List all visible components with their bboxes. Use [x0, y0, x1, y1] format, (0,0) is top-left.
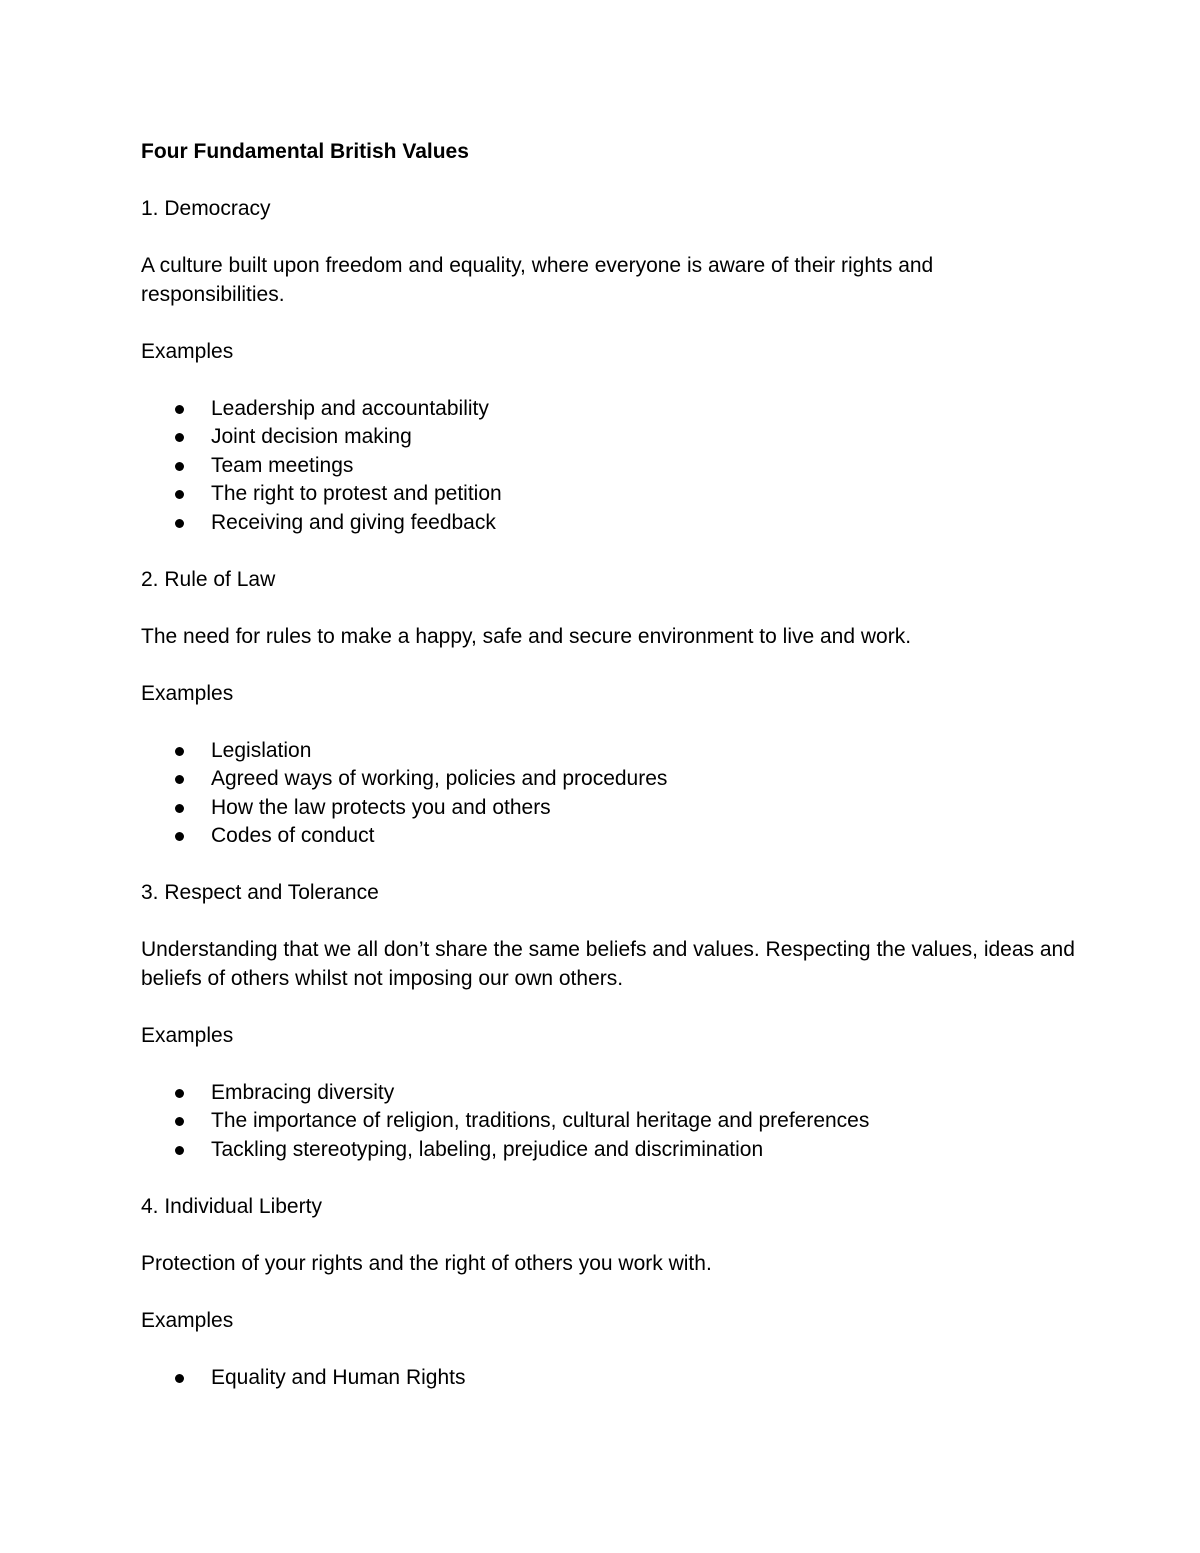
- examples-list: [141, 1079, 1081, 1165]
- list-item-text: The importance of religion, traditions, cultural heritage and preferences: [211, 1109, 870, 1132]
- list-item-text: The right to protest and petition: [211, 482, 502, 505]
- list-item: [141, 423, 1081, 452]
- section-democracy: [141, 195, 1081, 537]
- list-item-text: Receiving and giving feedback: [211, 510, 496, 534]
- list-item: [141, 1079, 1081, 1108]
- bullet-icon: [175, 462, 184, 471]
- examples-label: Examples: [141, 339, 234, 363]
- list-item: [141, 1364, 1081, 1393]
- list-item-text: Embracing diversity: [211, 1080, 395, 1104]
- document-title: Four Fundamental British Values: [141, 140, 469, 163]
- bullet-icon: [175, 433, 184, 442]
- bullet-icon: [175, 1117, 184, 1126]
- bullet-icon: [175, 405, 184, 414]
- bullet-icon: [175, 519, 184, 528]
- list-item-text: Codes of conduct: [211, 824, 375, 847]
- list-item-text: Team meetings: [211, 453, 354, 477]
- bullet-icon: [175, 804, 184, 813]
- section-description: The need for rules to make a happy, safe and secure environment to live and work.: [141, 624, 912, 648]
- section-heading: 2. Rule of Law: [141, 567, 276, 591]
- list-item: [141, 452, 1081, 481]
- section-heading: 4. Individual Liberty: [141, 1194, 322, 1218]
- examples-list: [141, 737, 1081, 851]
- section-description: A culture built upon freedom and equality, where everyone is aware of their rights and responsibilities.: [141, 254, 934, 306]
- examples-label: Examples: [141, 1023, 234, 1047]
- bullet-icon: [175, 1089, 184, 1098]
- list-item-text: How the law protects you and others: [211, 795, 551, 819]
- list-item-text: Legislation: [211, 738, 312, 762]
- section-description: Protection of your rights and the right of others you work with.: [141, 1251, 712, 1275]
- list-item: [141, 1107, 1081, 1136]
- section-rule-of-law: [141, 566, 1081, 851]
- section-heading: 1. Democracy: [141, 197, 271, 220]
- list-item: [141, 794, 1081, 823]
- list-item: [141, 822, 1081, 851]
- examples-list: [141, 1364, 1081, 1393]
- section-individual-liberty: [141, 1193, 1081, 1393]
- section-description: Understanding that we all don’t share the same beliefs and values. Respecting the values, ideas and beliefs of others whilst not imposing our own others.: [141, 938, 1075, 990]
- bullet-icon: [175, 832, 184, 841]
- bullet-icon: [175, 1374, 184, 1383]
- list-item-text: Tackling stereotyping, labeling, prejudice and discrimination: [211, 1137, 764, 1161]
- list-item-text: Joint decision making: [211, 425, 412, 448]
- bullet-icon: [175, 490, 184, 499]
- bullet-icon: [175, 775, 184, 784]
- bullet-icon: [175, 1146, 184, 1155]
- list-item: [141, 737, 1081, 766]
- list-item-text: Equality and Human Rights: [211, 1365, 466, 1389]
- list-item: [141, 509, 1081, 538]
- list-item: [141, 395, 1081, 424]
- document-body: [141, 138, 1081, 1421]
- list-item-text: Agreed ways of working, policies and procedures: [211, 767, 668, 790]
- examples-label: Examples: [141, 681, 234, 705]
- bullet-icon: [175, 747, 184, 756]
- list-item: [141, 1136, 1081, 1165]
- section-respect-and-tolerance: [141, 879, 1081, 1164]
- section-heading: 3. Respect and Tolerance: [141, 881, 379, 904]
- list-item-text: Leadership and accountability: [211, 396, 489, 420]
- list-item: [141, 765, 1081, 794]
- examples-label: Examples: [141, 1308, 234, 1332]
- list-item: [141, 480, 1081, 509]
- examples-list: [141, 395, 1081, 538]
